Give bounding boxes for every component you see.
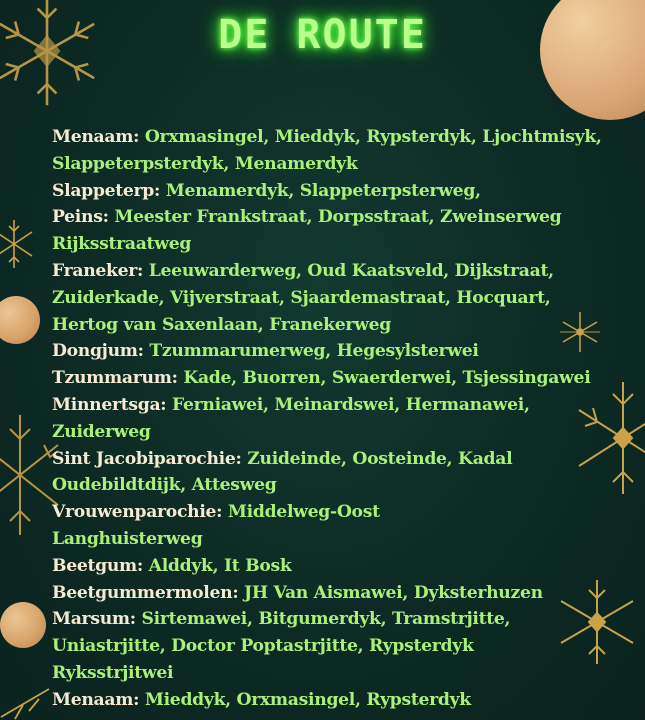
street-list: Ferniawei, Meinardswei, Hermanawei, [166, 394, 530, 415]
street-list: Meester Frankstraat, Dorpsstraat, Zweinserweg [108, 207, 562, 228]
route-line [52, 446, 637, 473]
street-list: Orxmasingel, Mieddyk, Rypsterdyk, Ljochtmisyk, [139, 127, 602, 147]
snowflake-icon [0, 410, 60, 540]
route-line [52, 151, 637, 178]
route-line [52, 365, 637, 392]
town-name: Menaam: [52, 689, 140, 710]
ornament-ball-icon [0, 602, 46, 648]
route-line [52, 204, 637, 231]
route-line [52, 312, 637, 339]
street-list: Slappeterpsterdyk, Menamerdyk [52, 153, 358, 174]
street-list: Hertog van Saxenlaan, Franekerweg [52, 314, 392, 335]
street-list: Tzummarumerweg, Hegesylsterwei [143, 341, 479, 362]
street-list: Ryksstrjitwei [52, 662, 174, 683]
route-line [52, 419, 637, 446]
route-line [52, 687, 637, 714]
town-name: Franeker: [52, 260, 144, 281]
street-list: Mieddyk, Orxmasingel, Rypsterdyk [139, 689, 471, 710]
route-line [52, 231, 637, 258]
town-name: Menaam: [52, 127, 140, 147]
street-list: Middelweg-Oost [222, 502, 380, 523]
page-title: DE ROUTE [218, 12, 427, 58]
street-list: Uniastrjitte, Doctor Poptastrjitte, Rypsterdyk [52, 636, 474, 657]
route-line [52, 606, 637, 633]
street-list: Zuideinde, Oosteinde, Kadal [241, 448, 513, 469]
town-name: Peins: [52, 207, 109, 228]
snowflake-icon [0, 218, 34, 270]
street-list: Oudebildtdijk, Attesweg [52, 475, 277, 496]
route-line [52, 580, 637, 607]
route-line [52, 499, 637, 526]
street-list: Leeuwarderweg, Oud Kaatsveld, Dijkstraat, [143, 260, 554, 281]
street-list: Alddyk, It Bosk [142, 555, 292, 576]
ornament-ball-icon [0, 296, 40, 344]
route-line [52, 124, 637, 151]
route-line [52, 285, 637, 312]
route-line [52, 258, 637, 285]
route-line [52, 392, 637, 419]
route-line [52, 472, 637, 499]
town-name: Minnertsga: [52, 394, 167, 415]
street-list: Menamerdyk, Slappeterpsterweg, [160, 180, 481, 201]
route-line [52, 178, 637, 205]
route-line [52, 526, 637, 553]
route-line [52, 660, 637, 687]
route-line [52, 553, 637, 580]
street-list: Rijksstraatweg [52, 234, 192, 255]
street-list: Sirtemawei, Bitgumerdyk, Tramstrjitte, [135, 609, 511, 630]
town-name: Tzummarum: [52, 368, 178, 389]
town-name: Marsum: [52, 609, 136, 630]
route-line [52, 633, 637, 660]
street-list: Langhuisterweg [52, 528, 203, 549]
street-list: Zuiderkade, Vijverstraat, Sjaardemastraat, Hocquart, [52, 287, 551, 308]
town-name: Slappeterp: [52, 180, 161, 201]
route-list [52, 124, 637, 714]
street-list: JH Van Aismawei, Dyksterhuzen [238, 582, 543, 603]
town-name: Sint Jacobiparochie: [52, 448, 242, 469]
street-list: Kade, Buorren, Swaerderwei, Tsjessingawei [177, 368, 591, 389]
town-name: Vrouwenparochie: [52, 502, 223, 523]
town-name: Beetgum: [52, 555, 143, 576]
route-line [52, 338, 637, 365]
snowflake-icon [0, 686, 54, 720]
town-name: Dongjum: [52, 341, 144, 362]
street-list: Zuiderweg [52, 421, 151, 442]
town-name: Beetgummermolen: [52, 582, 239, 603]
